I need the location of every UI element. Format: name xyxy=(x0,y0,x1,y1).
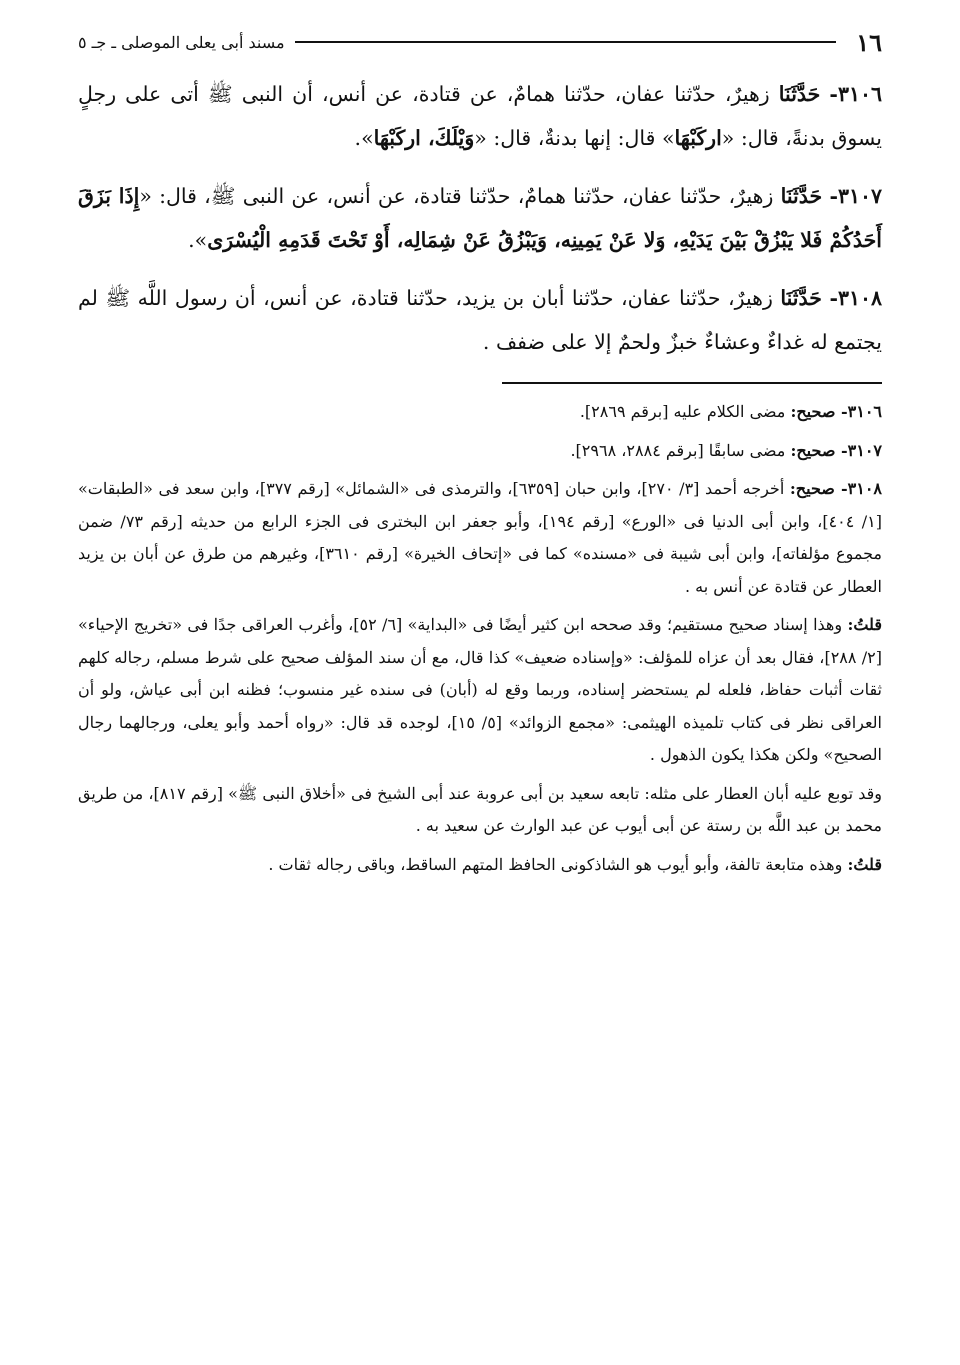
hadith-text: » قال: إنها بدنةٌ، قال: « xyxy=(474,126,675,150)
footnote-text: مضى سابقًا [برقم ٢٨٨٤، ٢٩٦٨]. xyxy=(570,440,791,460)
commentary-text: وقد توبع عليه أبان العطار على مثله: تابعه سعيد بن أبى عروبة عند أبى الشيخ فى «أخلاق النبى ﷺ» [رقم ٨١٧]، من طريق محمد بن عبد اللَّه بن رستة عن أبى أيوب عن عبد الوارث عن سعيد به . xyxy=(78,783,883,835)
header-rule xyxy=(295,41,837,43)
hadith-3106 xyxy=(78,72,882,160)
footnote-3106 xyxy=(78,396,882,429)
hadith-isnad: زهيرٌ، حدّثنا عفان، حدّثنا همامٌ، حدّثنا قتادة، عن أنس، عن النبى ﷺ، قال: « xyxy=(139,184,781,208)
footnote-label: ٣١٠٧- صحيح: xyxy=(790,440,882,460)
commentary-text: وهذه متابعة تالفة، وأبو أيوب هو الشاذكونى الحافظ المتهم الساقط، وباقى رجاله ثقات . xyxy=(268,854,848,874)
hadith-number: ٣١٠٧- xyxy=(829,184,882,208)
book-page xyxy=(78,22,882,1365)
footnote-3108 xyxy=(78,473,882,603)
commentary-paragraph xyxy=(78,849,882,882)
hadith-closing: ». xyxy=(354,126,374,150)
hadith-matn: وَيْلَكَ، اركَبْهَا xyxy=(373,126,475,150)
commentary-label: قلتُ: xyxy=(847,615,882,634)
footnote-text: أخرجه أحمد [٣/ ٢٧٠]، وابن حبان [٦٣٥٩]، والترمذى فى «الشمائل» [رقم ٣٧٧]، وابن سعد فى «الطبقات» [١/ ٤٠٤]، وابن أبى الدنيا فى «الورع» [رقم ١٩٤]، وأبو جعفر ابن البخترى فى الجزء الرابع من حديثه [رقم ٧٣/ ضمن مجموع مؤلفاته]، وابن أبى شيبة فى «مسنده» كما فى «إتحاف الخيرة» [رقم ٣٦١٠]، وغيرهم من طرق عن أبان بن يزيد العطار عن قتادة عن أنس به . xyxy=(78,479,883,596)
hadith-closing: ». xyxy=(188,228,208,252)
commentary-text: وهذا إسناد صحيح مستقيم؛ وقد صححه ابن كثير أيضًا فى «البداية» [٦/ ٥٢]، وأغرب العراقى جدًا فى «تخريج الإحياء» [٢/ ٢٨٨]، فقال بعد أن عزاه للمؤلف: «وإسناده ضعيف» كذا قال، مع أن سند المؤلف صحيح على شرط مسلم، رجاله كلهم ثقات أثبات حفاظ، فلعله لم يستحضر إسناده، وربما وقع له (أبان) فى سنده غير منسوب؛ فظنه ابن أبى عياش، ولو أن العراقى نظر فى كتاب تلميذه الهيثمى: «مجمع الزوائد» [٥/ ١٥]، لوجده قد قال: «رواه أحمد وأبو يعلى، ورجالهما رجال الصحيح» ولكن هكذا يكون الذهول . xyxy=(78,615,883,764)
hadith-number: ٣١٠٨- xyxy=(829,286,882,310)
hadith-3107 xyxy=(78,174,882,262)
hadith-opening: حَدَّثَنَا xyxy=(778,82,821,106)
footnotes-separator xyxy=(502,382,882,384)
footnote-label: ٣١٠٦- صحيح: xyxy=(790,402,882,421)
running-header xyxy=(78,22,882,62)
hadith-3108 xyxy=(78,276,882,364)
commentary-paragraph xyxy=(78,609,882,772)
running-title: مسند أبى يعلى الموصلى ـ جـ ٥ xyxy=(78,32,285,52)
commentary-paragraph xyxy=(78,778,882,843)
hadith-opening: حَدَّثَنَا xyxy=(780,184,823,208)
footnote-3107 xyxy=(78,435,882,468)
hadith-text: زهيرٌ، حدّثنا عفان، حدّثنا أبان بن يزيد، حدّثنا قتادة، عن أنس، أن رسول اللَّه ﷺ لم يجتمع له غداءٌ وعشاءٌ خبزٌ ولحمٌ إلا على ضفف . xyxy=(78,286,882,354)
hadith-isnad: زهيرٌ، حدّثنا عفان، حدّثنا همامٌ، عن قتادة، عن أنس، أن النبى ﷺ أتى على رجلٍ يسوق بدنةً، قال: « xyxy=(78,82,882,150)
footnote-label: ٣١٠٨- صحيح: xyxy=(789,479,882,498)
hadith-matn: إِذَا بَزَقَ أَحَدُكُمْ فَلا يَبْزُقْ بَيْنَ يَدَيْهِ، وَلا عَنْ يَمِينِه، وَيَبْزُقُ عَنْ شِمَالِه، أَوْ تَحْتَ قَدَمِهِ الْيُسْرَى xyxy=(78,184,882,252)
page-number: ١٦ xyxy=(856,27,882,57)
commentary-label: قلتُ: xyxy=(847,854,882,874)
hadith-opening: حَدَّثَنَا xyxy=(780,286,822,310)
hadith-matn: اركَبْهَا xyxy=(674,126,722,150)
hadith-number: ٣١٠٦- xyxy=(829,82,882,106)
footnote-text: مضى الكلام عليه [برقم ٢٨٦٩]. xyxy=(579,402,791,421)
